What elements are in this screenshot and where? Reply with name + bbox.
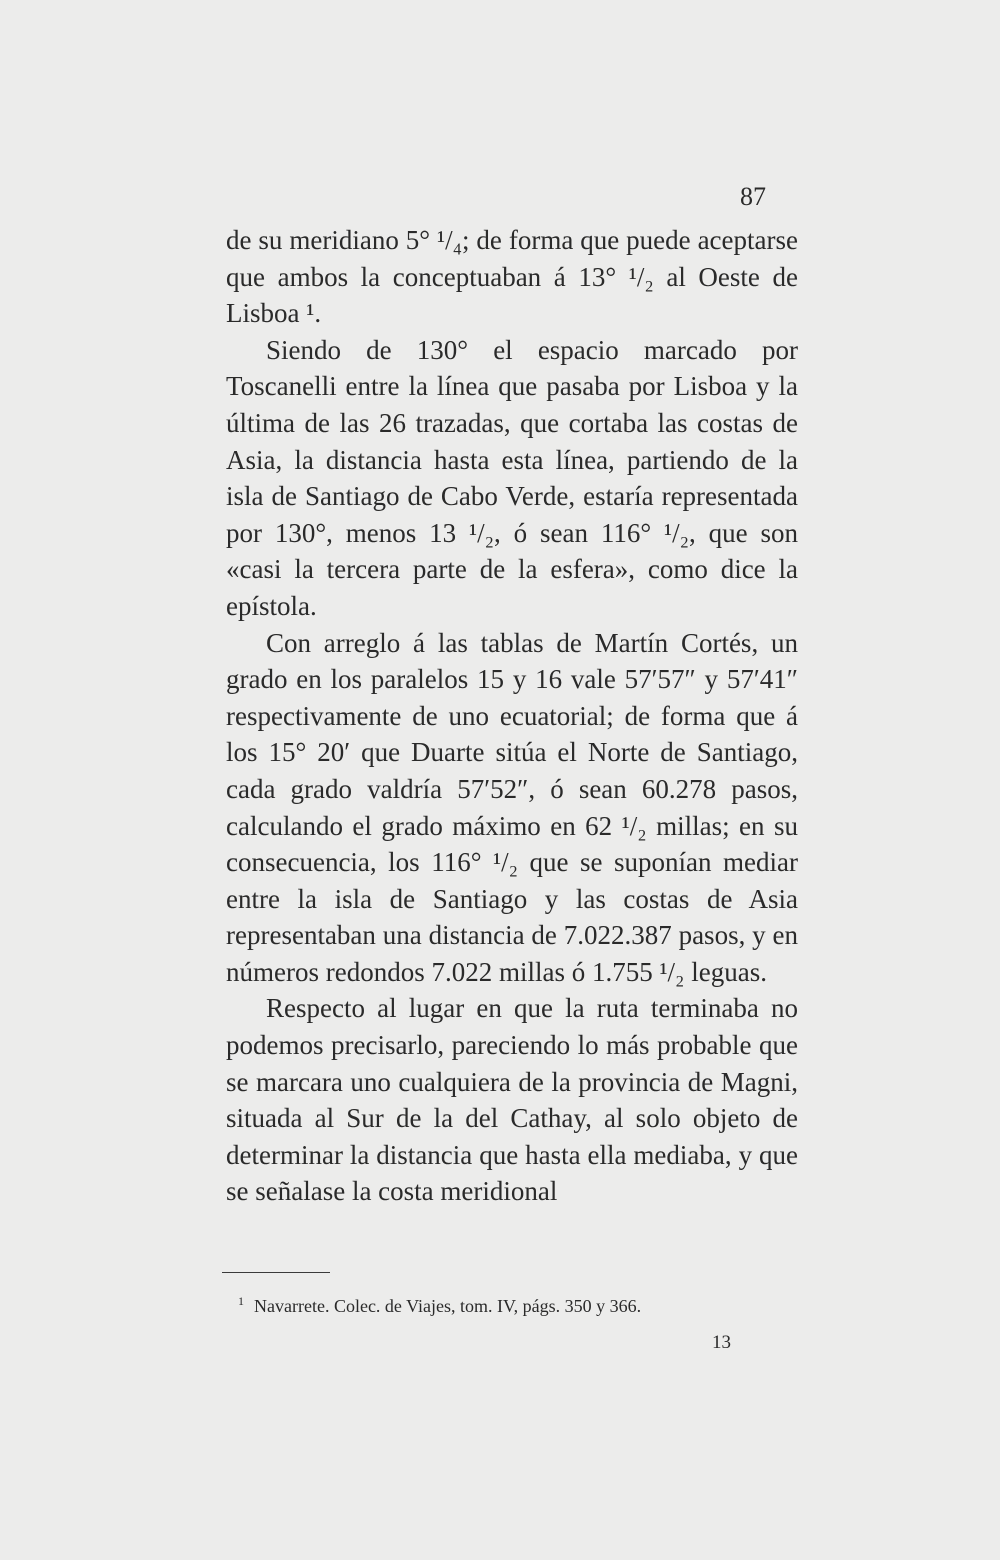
footnote-text: Navarrete. Colec. de Viajes, tom. IV, págs. 350 y 366. bbox=[254, 1296, 642, 1316]
footnote-divider bbox=[222, 1272, 330, 1273]
paragraph-1: de su meridiano 5° ¹/₄; de forma que puede aceptarse que ambos la conceptuaban á 13° ¹/₂ al Oeste de Lisboa ¹. bbox=[226, 225, 798, 329]
paragraph-4: Respecto al lugar en que la ruta terminaba no podemos precisarlo, pareciendo lo más probable que se marcara uno cualquiera de la provincia de Magni, situada al Sur de la del Cathay, al solo objeto de determinar la distancia que hasta ella mediaba, y que se señalase la costa meridional bbox=[226, 993, 798, 1207]
page-number: 87 bbox=[740, 182, 766, 211]
footnote bbox=[238, 1294, 641, 1317]
paragraph-3: Con arreglo á las tablas de Martín Cortés, un grado en los paralelos 15 y 16 vale 57′57″ y 57′41″ respectivamente de uno ecuatorial; de forma que á los 15° 20′ que Duarte sitúa el Norte de Santiago, cada grado valdría 57′52″, ó sean 60.278 pasos, calculando el grado máximo en 62 ¹/₂ millas; en su consecuencia, los 116° ¹/₂ que se suponían mediar entre la isla de Santiago y las costas de Asia representaban una distancia de 7.022.387 pasos, y en números redondos 7.022 millas ó 1.755 ¹/₂ leguas. bbox=[226, 627, 798, 987]
paragraph-2: Siendo de 130° el espacio marcado por Toscanelli entre la línea que pasaba por Lisboa y la última de las 26 trazadas, que cortaba las costas de Asia, la distancia hasta esta línea, partiendo de la isla de Santiago de Cabo Verde, estaría representada por 130°, menos 13 ¹/₂, ó sean 116° ¹/₂, que son «casi la tercera parte de la esfera», como dice la epístola. bbox=[226, 334, 798, 621]
body-text bbox=[226, 222, 798, 1210]
footnote-mark: 1 bbox=[238, 1294, 244, 1308]
signature-mark: 13 bbox=[712, 1332, 731, 1353]
